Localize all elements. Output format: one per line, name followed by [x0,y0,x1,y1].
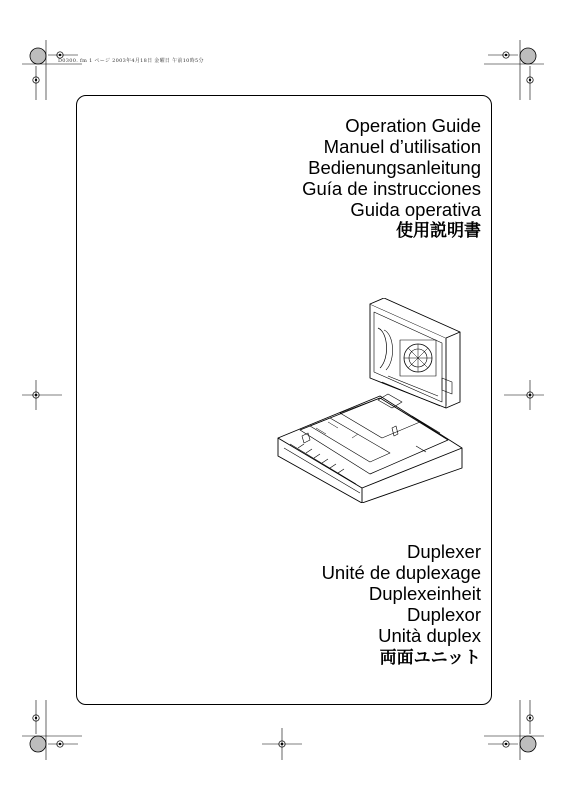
title-spanish: Guía de instrucciones [302,178,481,199]
registration-mark-bottom-right [484,700,544,760]
product-name-japanese: 両面ユニット [379,648,481,668]
title-french: Manuel d’utilisation [323,136,481,157]
registration-mark-mid-left [22,380,62,410]
registration-mark-bottom-left [22,700,82,760]
product-name-italian: Unità duplex [378,625,481,646]
duplexer-unit-illustration [270,298,470,508]
registration-mark-top-left [22,40,82,100]
title-italian: Guida operativa [350,199,481,220]
title-japanese: 使用説明書 [396,221,481,241]
product-name-english: Duplexer [406,541,481,562]
title-german: Bedienungsanleitung [308,157,481,178]
product-name-spanish: Duplexor [406,604,481,625]
product-name-german: Duplexeinheit [368,583,481,604]
title-english: Operation Guide [345,115,481,136]
registration-mark-bottom-center [262,720,302,760]
registration-mark-mid-right [504,380,544,410]
product-names [322,541,481,670]
product-name-french: Unité de duplexage [321,562,481,583]
print-header: D0300. fm 1 ページ 2003年4月18日 金曜日 午前10時5分 [58,58,204,64]
guide-titles [302,115,481,242]
registration-mark-top-right [484,40,544,100]
